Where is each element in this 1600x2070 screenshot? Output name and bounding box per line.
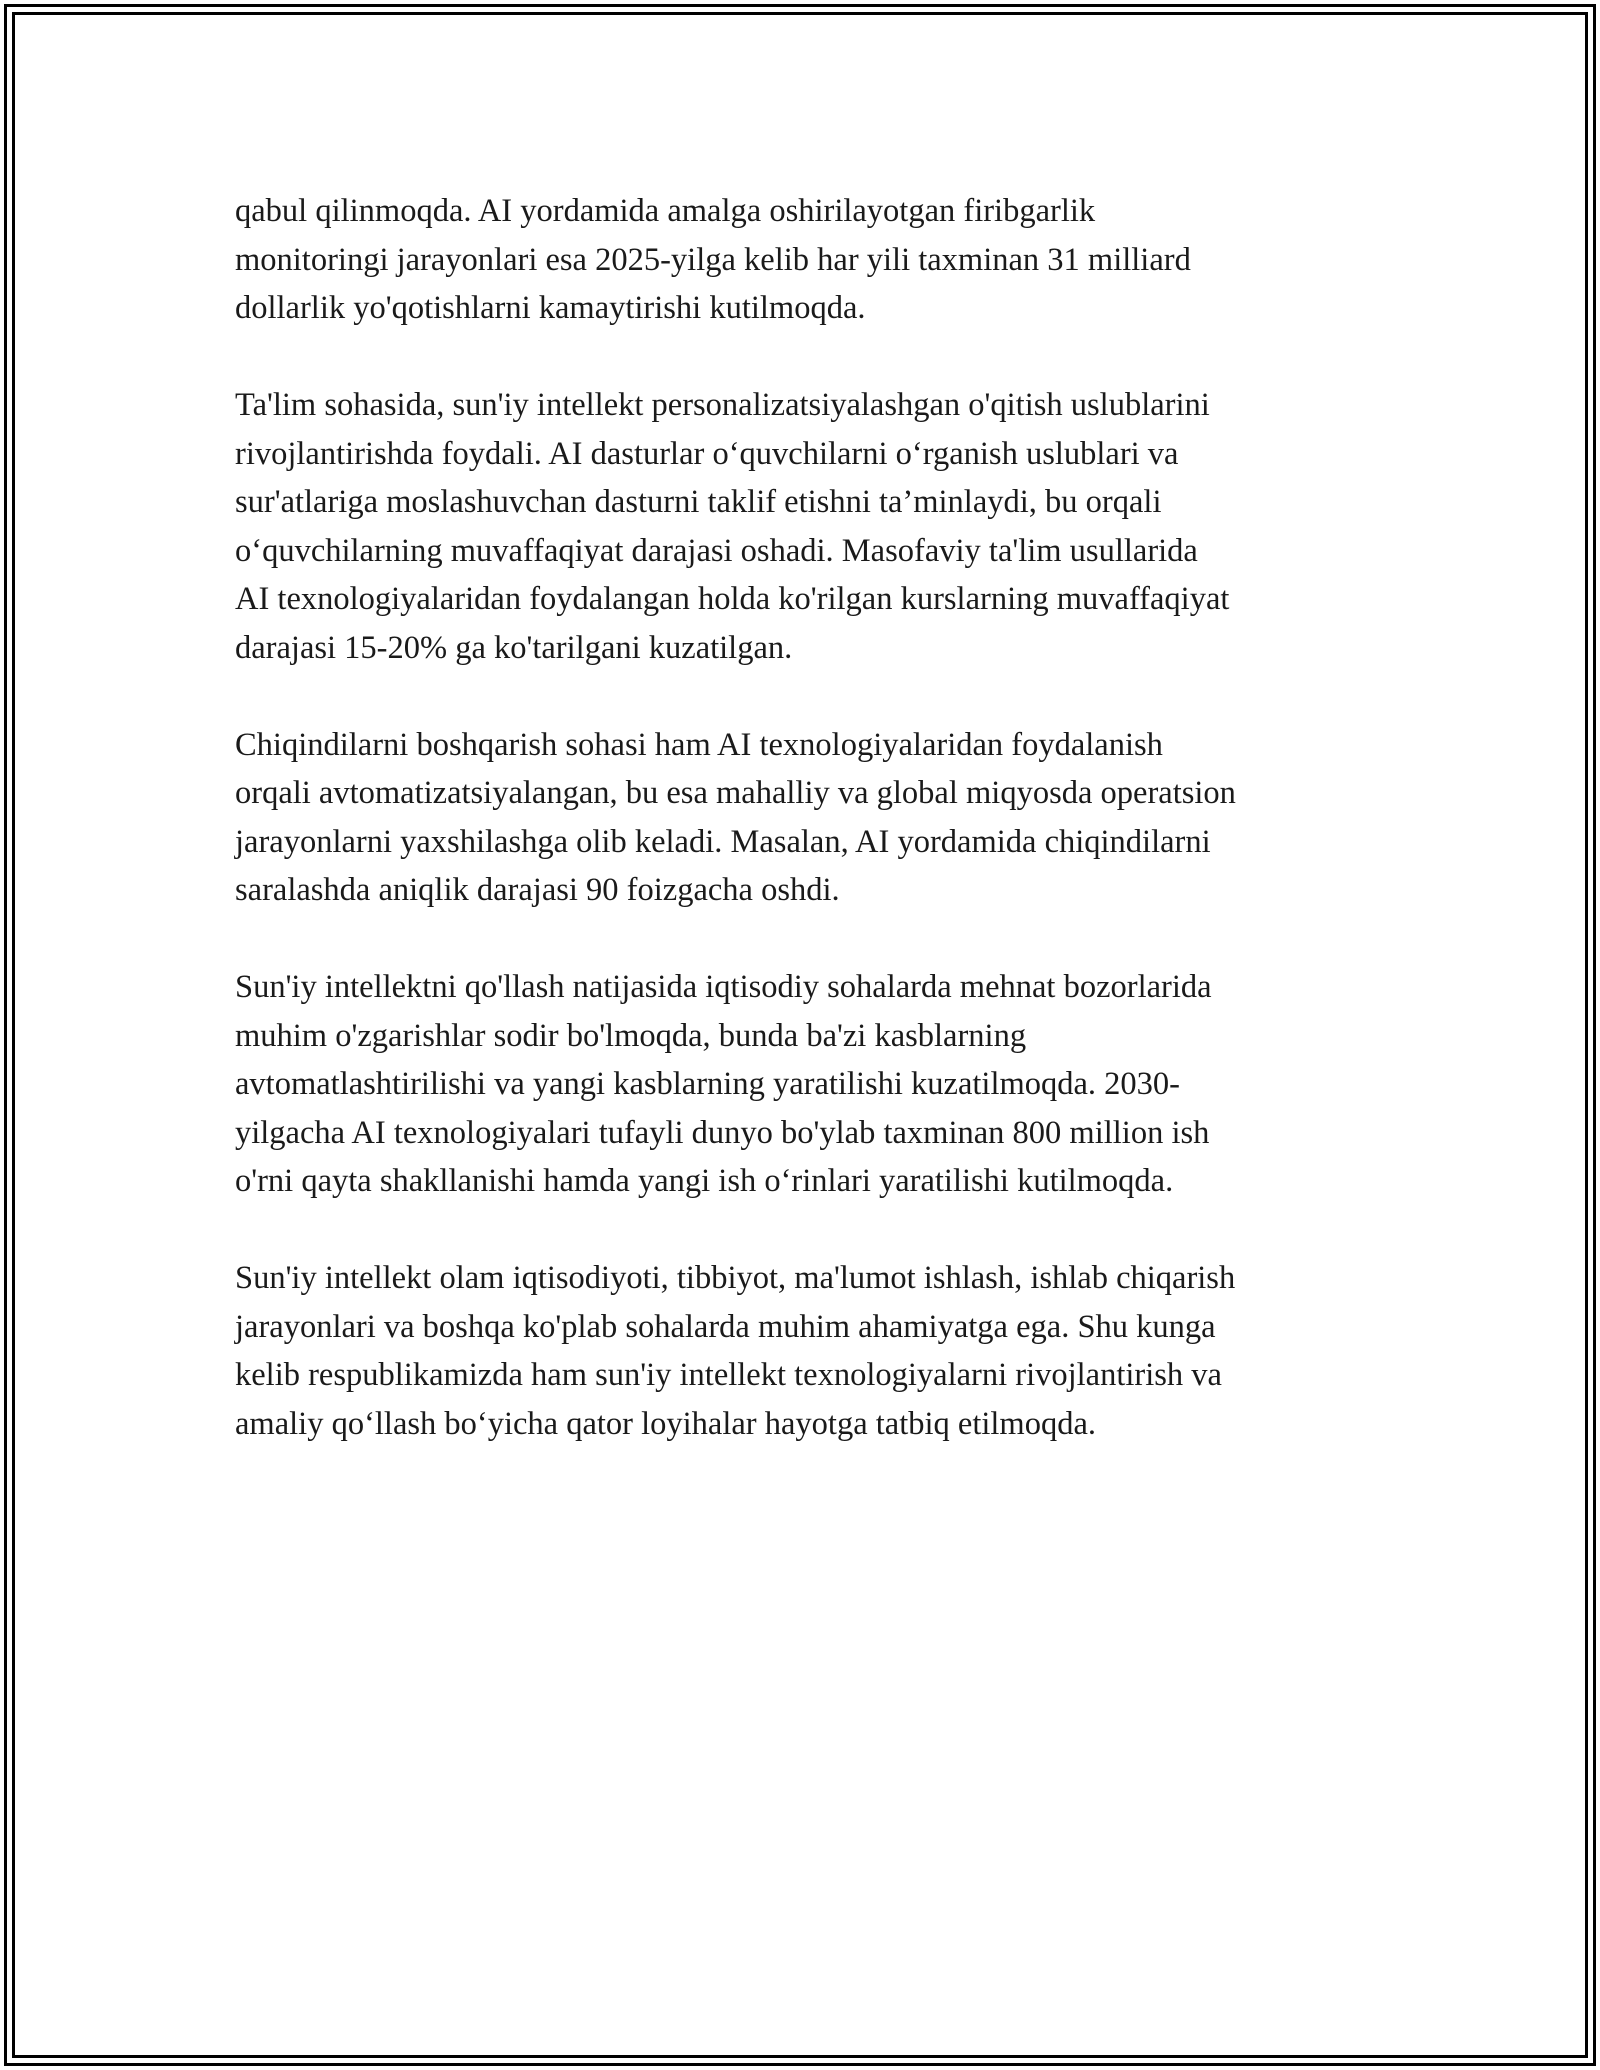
document-body (235, 187, 1370, 1497)
text-line: Chiqindilarni boshqarish sohasi ham AI texnologiyalaridan foydalanish (235, 726, 1163, 763)
text-line: darajasi 15-20% ga ko'tarilgani kuzatilgan. (235, 629, 793, 666)
text-line: Ta'lim sohasida, sun'iy intellekt personalizatsiyalashgan o'qitish uslublarini (235, 387, 1210, 423)
text-line: jarayonlarni yaxshilashga olib keladi. Masalan, AI yordamida chiqindilarni (235, 823, 1211, 860)
text-line: yilgacha AI texnologiyalari tufayli dunyo bo'ylab taxminan 800 million ish (235, 1114, 1210, 1151)
text-line: Sun'iy intellekt olam iqtisodiyoti, tibbiyot, ma'lumot ishlash, ishlab chiqarish (235, 1260, 1236, 1296)
text-line: jarayonlari va boshqa ko'plab sohalarda muhim ahamiyatga ega. Shu kunga (235, 1308, 1216, 1345)
paragraph-waste-management (235, 721, 1370, 915)
text-line: amaliy qo‘llash bo‘yicha qator loyihalar hayotga tatbiq etilmoqda. (235, 1405, 1096, 1442)
text-line: saralashda aniqlik darajasi 90 foizgacha oshdi. (235, 872, 840, 908)
paragraph-fraud-monitoring (235, 187, 1370, 333)
text-line: o‘quvchilarning muvaffaqiyat darajasi oshadi. Masofaviy ta'lim usullarida (235, 532, 1198, 569)
paragraph-labor-market (235, 963, 1370, 1206)
text-line: rivojlantirishda foydali. AI dasturlar o‘quvchilarni o‘rganish uslublari va (235, 435, 1179, 472)
text-line: sur'atlariga moslashuvchan dasturni taklif etishni ta’minlaydi, bu orqali (235, 484, 1162, 520)
text-line: Sun'iy intellektni qo'llash natijasida iqtisodiy sohalarda mehnat bozorlarida (235, 969, 1212, 1005)
text-line: monitoringi jarayonlari esa 2025-yilga kelib har yili taxminan 31 milliard (235, 241, 1191, 278)
text-line: muhim o'zgarishlar sodir bo'lmoqda, bunda ba'zi kasblarning (235, 1017, 1027, 1054)
text-line: avtomatlashtirilishi va yangi kasblarning yaratilishi kuzatilmoqda. 2030- (235, 1066, 1181, 1102)
text-line: AI texnologiyalaridan foydalangan holda ko'rilgan kurslarning muvaffaqiyat (235, 581, 1230, 617)
text-line: o'rni qayta shakllanishi hamda yangi ish o‘rinlari yaratilishi kutilmoqda. (235, 1163, 1174, 1199)
text-line: orqali avtomatizatsiyalangan, bu esa mahalliy va global miqyosda operatsion (235, 775, 1236, 811)
paragraph-conclusion (235, 1254, 1370, 1448)
text-line: qabul qilinmoqda. AI yordamida amalga oshirilayotgan firibgarlik (235, 193, 1096, 229)
text-line: dollarlik yo'qotishlarni kamaytirishi kutilmoqda. (235, 290, 866, 326)
paragraph-education (235, 381, 1370, 672)
text-line: kelib respublikamizda ham sun'iy intellekt texnologiyalarni rivojlantirish va (235, 1357, 1222, 1393)
